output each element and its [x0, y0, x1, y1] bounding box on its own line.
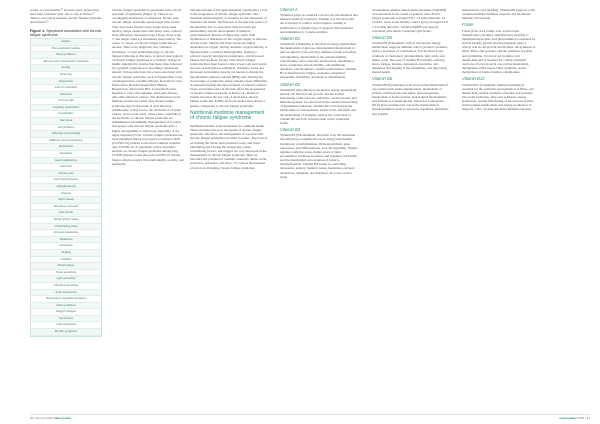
symptom-item: Sore throat [31, 210, 101, 217]
col2-text: Chronic fatigue syndrome is associated with a broad spectrum of symptoms (Figure 1). There is an overlapping description of symptoms. People with chronic fatigue syndrome spend longer time in bed. They have been found to have longer sleep onset latency, longer awake time after sleep onset, reduced sleep efficiency, decreased stage 2 sleep, more stage 3, and longer rapid eye movement sleep latency. The cause, or causes, of chronic fatigue syndrome are unclear. There is no diagnostic test, validated biomarker, or clear pathophysiology of chronic fatigue syndrome at this stage. A typical onset pattern of chronic fatigue syndrome is a dramatic change in health, signalled by an infection most often followed by a gradual progression to becoming consistently unwell. Various infections have been associated with chronic fatigue syndrome, such as Epstein Barr virus, cytomegalovirus, Candida albicans, Ross River virus, Enterovirus, Borrelia burgdorferi, Human Herpesvirus, Parvovirus B19, Coxsackie B virus, hepatitis C virus, mycoplasma, and Lyme disease, plus other unknown viruses. The disturbances in the immune system associated with chronic fatigue syndrome may be the result of viral infection. Additionally, it may lead to the reactivation of latent viruses. Over recent years, viruses may contribute to the metabolic of chronic fatigue syndrome via inflammation and immune dysregulation. It is noted that people with chronic fatigue syndrome have a higher susceptibility to infections, especially of the upper respiratory tract. Chronic fatigue syndrome has been identified among recovered Coronavirus 2019 (COVID-19) patients as the most common sequelae after COVID-19. A systematic review and meta-analysis on chronic fatigue syndrome among long COVID patients found that post-COVID-19 chronic fatigue affects people's lives individually, socially, and spiritually. [112, 8, 184, 166]
vitamin-b3-text: Vitamin B3 (Nicotinamide, Nicotinic acid, Nicotinamide riboside) plays a significant role in energy metabolism, modulation of inflammation, DNA metabolism, gene expression, and differentiation, and cell signalling. It helps regulate oxidative stress, higher levels of lipid peroxidation, hormone secretion, and regulates cell health and the metabolism and excretion of folate to tetrahydrofolate. Vitamin B3 assists in controlling depression, anxiety, memory issues, headaches, elevated cholesterol, dementia, and diarrhoea. In a case-control study, [280, 133, 358, 179]
section-title: Nutritional medicine management of chronic fatigue syndrome [190, 109, 265, 122]
symptom-item: Difficulty concentrating [31, 131, 101, 138]
symptom-item: Hypoglycaemia [31, 184, 101, 191]
symptom-item: Brain fog [31, 72, 101, 79]
symptom-item: Chemical sensitivity [31, 283, 101, 290]
symptom-item: Unrefreshing sleep [31, 224, 101, 231]
vitamin-b1-text: Vitamin B1 (Thiamine) is involved in energy metabolism, the metabolism of glucose, mitochondrial metabolism of glucose (Krebs cycle activity), immune system activation, cell signalling, metabolism of the neurotransmitter acetylcholine, nerve structure and function, myelination, nerve conduction and excitability, cell membrane dynamics, and modulates cognitive performance. Vitamin B1 is beneficial for fatigue, weakness, peripheral neuropathy, irritability, and memory impairments. [280, 42, 357, 80]
symptom-item: Dizziness [31, 92, 101, 99]
symptom-item: Fatigue [31, 39, 101, 46]
column-4 [280, 8, 358, 179]
vitamin-b6-heading: Vitamin B6 [372, 76, 393, 82]
symptom-item: Hot flushes [31, 316, 101, 323]
footer-rule [30, 414, 590, 415]
footer-left: 30 | Jan-Jul 2024 naturopathy [30, 416, 72, 420]
column-2 [112, 8, 184, 166]
section-text: Optimum nutrition is the foundation for optimum health. There are many pieces to the puzzle of chronic fatigue syndrome. Therefore, the management of a person with chronic fatigue syndrome is holistic in nature. The focus is on treating the whole person instead, body, and spirit. Identifying and treating the underlying causes, contributing factors, and triggers are very important in the management of chronic fatigue syndrome. Here we introduce the potential of vitamins, minerals, amino acids, probiotics, prebiotics, and more, via various mechanisms of action, in managing chronic fatigue syndrome. [190, 123, 268, 170]
symptoms-list [30, 38, 102, 337]
symptom-item: Post-exertional malaise [31, 46, 101, 53]
symptom-item: Unusual headaches [31, 230, 101, 237]
vitamin-b6-text: Vitamin B6 (Pyridoxine) is involved in the metabolism of one-carbon units (trans-sulphuration), metabolism of protein, carbohydrates and lipids, gluconeogenesis, metabolism of homocysteine, neurological development, and formation of haemoglobin. Pyridoxal 5-phosphate (PLP) plays an important role in the metabolism of neurotransmitters such as serotonin, dopamine, glutamate, and gamma- [372, 82, 449, 116]
vitamin-a-text: Vitamin A plays an essential role in both cell-mediated and humoral antibody responses. Vitamin A is involved with the activation of retinoic acid receptors, leading to proliferation of lymphocytes. It supports Th2-mediated anti-inflammatory cytokine profiles. [280, 13, 358, 34]
symptom-item: Depression [31, 79, 101, 86]
vitamin-b2-text: Vitamin B2 (Riboflavin) is needed for energy metabolism, normal cell function and growth, and the normal functioning of the nervous, endocrine, cardiovascular, and immune systems. It is involved in the essential functioning of glutathione reductase. Vitamin B2 is involved in the metabolism of carbohydrates, amino acids, and lipids and the metabolism of vitamins, such as the conversion of vitamin B6 and folic acid into their active coenzyme forms. [280, 87, 358, 125]
symptom-item: Mood swings [31, 263, 101, 270]
figure-title: Figure 1: Symptoms associated with chronic fatigue syndrome [30, 28, 102, 37]
symptom-item: Low blood pressure [31, 177, 101, 184]
symptom-item: Light sensitivity [31, 276, 101, 283]
symptom-item: Tender lymph nodes [31, 217, 101, 224]
symptom-item: Night sweats [31, 197, 101, 204]
column-3 [190, 8, 268, 170]
symptom-item: Difficulty with remembering [31, 138, 101, 145]
column-1 [30, 8, 102, 337]
symptom-item: Memory and concentration problems [31, 59, 101, 66]
column-6 [462, 8, 536, 112]
footer-right: naturopathy 2024 | 31 [559, 416, 590, 420]
vitamin-b12-text: Vitamin B12 (Cobalamin, Methylcobalamin) is essential for the synthesis and regulation of DNA, cell metabolism, normal synthesis of myelin and proteins, blood cell formation, fatty acid synthesis, energy production, normal functioning of the nervous system, homocysteine metabolism, and energy production. It supports a Th1 cytokine-mediated immune response. [462, 82, 534, 112]
symptom-item: Numbness [31, 243, 101, 250]
symptom-item: Cold extremities [31, 322, 101, 329]
col3-text: The microbiome of the gastrointestinal system plays a role in the progression of chronic fatigue syndrome. The intestinal barrier integrity is essential for the absorption of nutrients and health. Dysfunction of the mucosal barrier of the intestinal tract is associated with increased gut permeability and the development of multiple gastrointestinal diseases. Fatigue may result from dysfunction or imbalance in the oxygen supply to muscles and the brain. Muscle and brain tissues are highly dependent on oxygen. During anaemia, oxygen delivery is impaired (due to reduced haemoglobin), leading to reduced capacity and physical endurance, and increased fatigue and tiredness. People with chronic fatigue syndrome have been found to have lower total and central nervous system glucose utilisation. Oxidative stress and decreased antioxidant capacity are known to disrupt the hypothalamic-pituitary-adrenal (HPA) axis. Among the broad range of symptoms, many patients report difficulties in emotional health, the most frequent of which is anxiety. Stress and trauma early in life may affect the progression of chronic fatigue syndrome. A history of childhood trauma increases the low risk of developing chronic fatigue syndrome. Family and twin studies have shown a genetic component to chronic fatigue syndrome. [190, 8, 268, 108]
symptom-item: Vision problems [31, 303, 101, 310]
footer-right-mag: naturopathy [559, 416, 577, 420]
symptom-item: Muscle pain [31, 171, 101, 178]
symptom-item: Heart palpitations [31, 158, 101, 165]
symptom-item: Joint pain [31, 164, 101, 171]
symptom-item: Irritability [31, 257, 101, 264]
folate-text: Folate (folic acid, folinic acid, active forms methylfolate (calcium-L-methylfolate) and (6S)-5-methyltetrahydrofolic acid glucosamine) is essential for normal healthy growth and development, plays a critical role in cell growth and division, the synthesis of DNA, RNA, and proteins, and the synthesis of purine and pyrimidine. It is involved in amino acid metabolism and is required for critical enzymatic reactions. It is involved in one-carbon metabolism, methylation, DNA repair, DNA synthesis, and in methylation of homocysteine to methionine. [462, 28, 536, 75]
vitamin-b2-heading: Vitamin B2 [280, 81, 301, 87]
symptom-item: Food intolerance [31, 290, 101, 297]
vitamin-a-heading: Vitamin A [280, 7, 298, 12]
symptom-item: Tingling [31, 250, 101, 257]
symptom-item: Weight changes [31, 309, 101, 316]
symptom-item: Chronic pain [31, 98, 101, 105]
symptom-item: Cognitive dysfunction [31, 105, 101, 112]
symptom-item: Flu-like symptoms [31, 329, 101, 336]
symptom-item: Weakness [31, 237, 101, 244]
symptom-item: Shortness of breath [31, 204, 101, 211]
figure-subtitle: Symptoms associated with chronic fatigue syndrome [30, 28, 102, 37]
column-5 [372, 8, 450, 116]
col6-text: aminobutyric acid (GABA). Vitamin B6 supports a Th1 cytokine-mediated immune response and modulates immune cell function. [462, 8, 536, 21]
symptom-item: Exhaustion [31, 144, 101, 151]
footer-left-mag: naturopathy [53, 416, 72, 420]
symptom-item: Anxiety [31, 65, 101, 72]
folate-heading: Folate [462, 22, 474, 28]
symptom-item: Gut problems [31, 125, 101, 132]
symptom-item: Noise sensitivity [31, 270, 101, 277]
symptom-item: Lack of motivation [31, 85, 101, 92]
vitamin-b1-heading: Vitamin B1 [280, 35, 301, 41]
symptom-item: Headache [31, 151, 101, 158]
intro-text: works, or even months.²⁵ In some cases, people may need help with their basic day-to-day activities.²¹ There is an overlap between chronic fatigue syndrome and burnout.²⁶ [30, 8, 102, 25]
vitamin-b12-heading: Vitamin B12 [462, 76, 485, 82]
symptom-item: Diarrhoea [31, 118, 101, 125]
symptom-item: Constipation [31, 111, 101, 118]
vitamin-b3-heading: Vitamin B3 [280, 127, 301, 133]
col5-text: nicotinamide adenine dinucleotide phosphate (NADPH) concentrations in the serum of patients with chronic fatigue syndrome averaged 0.8 ± 1.6 (SD) nmol/mL. In contrast, those in the healthy control group averaged 10.9 ± 0.9 (SD) nmol/mL. Serum NADPH was directly correlated with serum Coenzyme Q10 levels. [372, 8, 448, 33]
symptom-item: Sleep problems [31, 52, 101, 59]
vitamin-b5-heading: Vitamin B5 [372, 34, 393, 40]
symptom-item: Nausea [31, 191, 101, 198]
vitamin-b5-text: Vitamin B5 (Pantothenic acid) is involved in energy metabolism, supports immune cells to produce cytokines, and is a precursor of coenzyme A. It is involved in the synthesis of cholesterol, phospholipids, fatty acids, and amino acids. The state of vitamin B5 includes reducing stress, fatigue, malaise, depression, headache, and numbness and tingling in the extremities, and improving mental health. [372, 41, 448, 75]
symptom-item: Temperature regulation problems [31, 296, 101, 303]
